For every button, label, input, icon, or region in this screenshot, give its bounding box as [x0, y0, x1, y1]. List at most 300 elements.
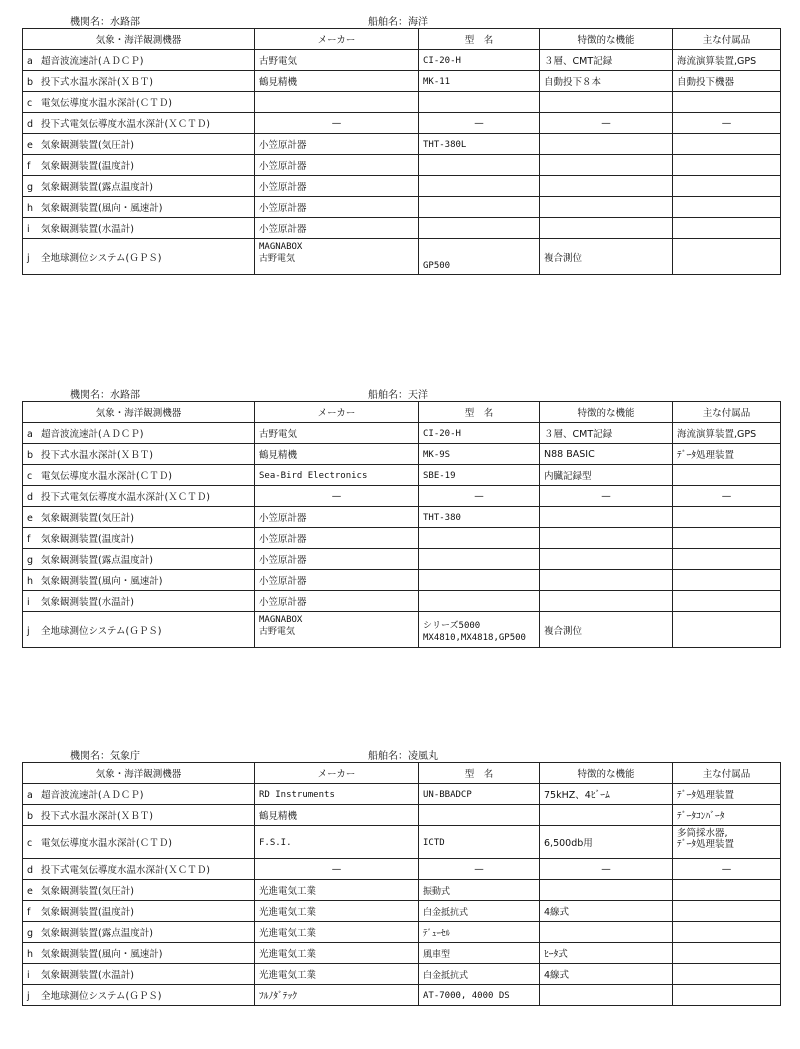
maker-cell — [255, 570, 419, 591]
feature-value: ３層、CMT記録 — [544, 429, 613, 440]
instrument-cell — [23, 423, 255, 444]
column-header: 型 名 — [419, 763, 540, 784]
table-row — [23, 859, 781, 880]
model-cell — [419, 880, 540, 901]
feature-cell — [540, 239, 673, 275]
instrument-cell — [23, 507, 255, 528]
table-row — [23, 507, 781, 528]
instrument-name: 電気伝導度水温水深計(ＣＴＤ) — [41, 471, 172, 482]
table-row — [23, 444, 781, 465]
maker-value: 鶴見精機 — [259, 450, 298, 461]
instrument-name: 気象観測装置(露点温度計) — [41, 182, 153, 193]
instrument-name: 投下式水温水深計(ＸＢＴ) — [41, 450, 153, 461]
row-letter: i — [27, 224, 30, 235]
instrument-cell — [23, 113, 255, 134]
row-letter: e — [27, 140, 33, 151]
model-value: ﾃﾞｭｰｾﾙ — [423, 928, 451, 939]
accessory-cell — [673, 591, 781, 612]
feature-value: 複合測位 — [544, 625, 583, 637]
maker-cell — [255, 859, 419, 880]
model-value: MK-11 — [423, 76, 451, 87]
instrument-cell — [23, 486, 255, 507]
accessory-cell — [673, 155, 781, 176]
maker-value: 小笠原計器 — [259, 513, 307, 524]
table-header-row — [23, 29, 781, 50]
maker-value: Sea-Bird Electronics — [259, 470, 368, 481]
ship-label: 船舶名：海洋 — [368, 17, 428, 28]
instrument-cell — [23, 943, 255, 964]
accessory-cell — [673, 113, 781, 134]
instrument-name: 投下式電気伝導度水温水深計(ＸＣＴＤ) — [41, 865, 210, 876]
model-cell — [419, 197, 540, 218]
equipment-table — [22, 28, 781, 275]
model-cell — [419, 423, 540, 444]
accessory-cell — [673, 528, 781, 549]
column-header: 型 名 — [419, 29, 540, 50]
feature-cell — [540, 549, 673, 570]
instrument-cell — [23, 922, 255, 943]
maker-cell — [255, 985, 419, 1006]
feature-cell — [540, 113, 673, 134]
accessory-cell — [673, 50, 781, 71]
model-cell — [419, 985, 540, 1006]
not-applicable-dash: — — [721, 117, 732, 129]
table-row — [23, 985, 781, 1006]
instrument-cell — [23, 50, 255, 71]
accessory-value: 海流演算装置,GPS — [677, 429, 757, 440]
row-letter: e — [27, 513, 33, 524]
feature-value: ３層、CMT記録 — [544, 56, 613, 67]
not-applicable-dash: — — [331, 863, 342, 875]
instrument-name: 気象観測装置(温度計) — [41, 907, 134, 918]
feature-cell — [540, 880, 673, 901]
instrument-name: 全地球測位システム(ＧＰＳ) — [41, 991, 162, 1002]
feature-cell — [540, 859, 673, 880]
instrument-name: 気象観測装置(温度計) — [41, 534, 134, 545]
row-letter: h — [27, 949, 34, 960]
table-row — [23, 784, 781, 805]
table-row — [23, 134, 781, 155]
row-letter: j — [27, 252, 30, 264]
row-letter: g — [27, 555, 34, 566]
feature-cell — [540, 943, 673, 964]
row-letter: a — [27, 429, 33, 440]
accessory-cell — [673, 549, 781, 570]
accessory-cell — [673, 71, 781, 92]
feature-cell — [540, 197, 673, 218]
maker-value: 小笠原計器 — [259, 203, 307, 214]
instrument-name: 超音波流速計(ＡＤＣＰ) — [41, 56, 144, 67]
model-cell — [419, 612, 540, 648]
feature-cell — [540, 570, 673, 591]
maker-value: 古野電気 — [259, 56, 298, 67]
maker-value: 小笠原計器 — [259, 224, 307, 235]
model-cell — [419, 507, 540, 528]
model-value: THT-380 — [423, 512, 461, 523]
row-letter: b — [27, 450, 34, 461]
accessory-cell — [673, 197, 781, 218]
maker-value: 小笠原計器 — [259, 140, 307, 151]
row-letter: g — [27, 928, 34, 939]
accessory-cell — [673, 92, 781, 113]
table-row — [23, 465, 781, 486]
model-value: THT-380L — [423, 139, 467, 150]
feature-cell — [540, 985, 673, 1006]
row-letter: b — [27, 811, 34, 822]
instrument-name: 気象観測装置(気圧計) — [41, 886, 134, 897]
column-header: 型 名 — [419, 402, 540, 423]
table-row — [23, 486, 781, 507]
maker-cell — [255, 465, 419, 486]
row-letter: c — [27, 98, 33, 109]
row-letter: i — [27, 970, 30, 981]
instrument-cell — [23, 880, 255, 901]
accessory-value: 海流演算装置,GPS — [677, 56, 757, 67]
agency-label: 機関名：気象庁 — [70, 751, 140, 762]
maker-cell — [255, 901, 419, 922]
model-cell — [419, 549, 540, 570]
row-letter: i — [27, 597, 30, 608]
instrument-cell — [23, 805, 255, 826]
maker-cell — [255, 507, 419, 528]
accessory-cell — [673, 826, 781, 859]
equipment-section-kaiyo — [22, 10, 780, 275]
table-header-row — [23, 763, 781, 784]
accessory-cell — [673, 507, 781, 528]
feature-value: 内臓記録型 — [544, 471, 592, 482]
maker-value: 光進電気工業 — [259, 907, 317, 918]
feature-value: 4線式 — [544, 970, 570, 981]
row-letter: d — [27, 865, 34, 876]
instrument-name: 電気伝導度水温水深計(ＣＴＤ) — [41, 838, 172, 849]
accessory-cell — [673, 134, 781, 155]
instrument-name: 気象観測装置(気圧計) — [41, 513, 134, 524]
equipment-table — [22, 762, 781, 1006]
instrument-cell — [23, 612, 255, 648]
maker-cell — [255, 528, 419, 549]
maker-cell — [255, 784, 419, 805]
instrument-cell — [23, 444, 255, 465]
feature-value: N88 BASIC — [544, 448, 595, 460]
accessory-cell — [673, 943, 781, 964]
not-applicable-dash: — — [601, 863, 611, 875]
model-cell — [419, 113, 540, 134]
table-row — [23, 805, 781, 826]
accessory-cell — [673, 465, 781, 486]
instrument-name: 気象観測装置(温度計) — [41, 161, 134, 172]
row-letter: e — [27, 886, 33, 897]
model-value: シリーズ5000 MX4810,MX4818,GP500 — [423, 621, 526, 643]
instrument-cell — [23, 92, 255, 113]
column-header: 気象・海洋観測機器 — [23, 29, 255, 50]
row-letter: h — [27, 576, 34, 587]
model-cell — [419, 465, 540, 486]
accessory-value: 自動投下機器 — [677, 77, 735, 88]
table-row — [23, 155, 781, 176]
instrument-cell — [23, 218, 255, 239]
row-letter: j — [27, 991, 30, 1002]
model-cell — [419, 591, 540, 612]
feature-cell — [540, 486, 673, 507]
instrument-cell — [23, 901, 255, 922]
model-value: 白金抵抗式 — [423, 970, 469, 981]
table-row — [23, 176, 781, 197]
model-value: AT-7000, 4000 DS — [423, 990, 510, 1001]
accessory-cell — [673, 444, 781, 465]
accessory-cell — [673, 805, 781, 826]
accessory-value: 多筒採水器, ﾃﾞｰﾀ処理装置 — [677, 828, 735, 850]
model-cell — [419, 528, 540, 549]
maker-cell — [255, 444, 419, 465]
accessory-cell — [673, 570, 781, 591]
model-value: SBE-19 — [423, 470, 456, 481]
maker-value: 光進電気工業 — [259, 928, 317, 939]
maker-cell — [255, 964, 419, 985]
feature-cell — [540, 922, 673, 943]
column-header: 気象・海洋観測機器 — [23, 402, 255, 423]
feature-value: 6,500db用 — [544, 838, 593, 849]
model-cell — [419, 859, 540, 880]
row-letter: b — [27, 77, 34, 88]
maker-cell — [255, 197, 419, 218]
accessory-cell — [673, 922, 781, 943]
table-header-row — [23, 402, 781, 423]
instrument-name: 電気伝導度水温水深計(ＣＴＤ) — [41, 98, 172, 109]
column-header: 特徴的な機能 — [540, 763, 673, 784]
agency-label: 機関名：水路部 — [70, 390, 140, 401]
model-value: CI-20-H — [423, 55, 461, 66]
model-cell — [419, 71, 540, 92]
feature-cell — [540, 784, 673, 805]
table-row — [23, 218, 781, 239]
feature-cell — [540, 465, 673, 486]
maker-value: ﾌﾙﾉﾀﾞﾃｯｸ — [259, 991, 298, 1002]
row-letter: d — [27, 492, 34, 503]
maker-cell — [255, 239, 419, 275]
model-cell — [419, 486, 540, 507]
table-row — [23, 612, 781, 648]
row-letter: a — [27, 56, 33, 67]
model-cell — [419, 784, 540, 805]
model-cell — [419, 444, 540, 465]
model-cell — [419, 805, 540, 826]
instrument-cell — [23, 859, 255, 880]
model-cell — [419, 826, 540, 859]
maker-value: 小笠原計器 — [259, 576, 307, 587]
not-applicable-dash: — — [601, 490, 611, 502]
model-value: ICTD — [423, 837, 445, 848]
maker-value: 光進電気工業 — [259, 886, 317, 897]
instrument-cell — [23, 784, 255, 805]
table-row — [23, 880, 781, 901]
instrument-cell — [23, 176, 255, 197]
instrument-name: 気象観測装置(露点温度計) — [41, 928, 153, 939]
feature-cell — [540, 826, 673, 859]
maker-cell — [255, 423, 419, 444]
maker-cell — [255, 826, 419, 859]
column-header: メーカー — [255, 763, 419, 784]
table-row — [23, 826, 781, 859]
feature-cell — [540, 134, 673, 155]
maker-cell — [255, 50, 419, 71]
table-row — [23, 901, 781, 922]
equipment-table — [22, 401, 781, 648]
instrument-cell — [23, 591, 255, 612]
column-header: 特徴的な機能 — [540, 402, 673, 423]
model-value: UN-BBADCP — [423, 789, 472, 800]
section-header — [22, 383, 780, 401]
table-row — [23, 423, 781, 444]
maker-value: 光進電気工業 — [259, 970, 317, 981]
not-applicable-dash: — — [474, 490, 484, 502]
accessory-cell — [673, 964, 781, 985]
maker-value: 鶴見精機 — [259, 77, 298, 88]
maker-value: 小笠原計器 — [259, 182, 307, 193]
instrument-name: 気象観測装置(風向・風速計) — [41, 576, 163, 587]
row-letter: f — [27, 161, 31, 172]
table-row — [23, 549, 781, 570]
row-letter: c — [27, 471, 33, 482]
maker-value: MAGNABOX 古野電気 — [259, 615, 303, 637]
column-header: 主な付属品 — [673, 402, 781, 423]
model-cell — [419, 176, 540, 197]
model-cell — [419, 943, 540, 964]
feature-cell — [540, 176, 673, 197]
row-letter: j — [27, 625, 30, 637]
equipment-section-tenyo — [22, 383, 780, 648]
model-value: 白金抵抗式 — [423, 907, 469, 918]
feature-cell — [540, 423, 673, 444]
table-row — [23, 239, 781, 275]
column-header: メーカー — [255, 29, 419, 50]
instrument-cell — [23, 465, 255, 486]
instrument-name: 気象観測装置(水温計) — [41, 970, 134, 981]
column-header: 主な付属品 — [673, 29, 781, 50]
accessory-cell — [673, 880, 781, 901]
maker-cell — [255, 805, 419, 826]
instrument-name: 投下式電気伝導度水温水深計(ＸＣＴＤ) — [41, 119, 210, 130]
maker-value: 古野電気 — [259, 429, 298, 440]
equipment-section-ryofumaru — [22, 744, 780, 1006]
feature-cell — [540, 50, 673, 71]
instrument-name: 気象観測装置(風向・風速計) — [41, 203, 163, 214]
feature-cell — [540, 591, 673, 612]
feature-cell — [540, 901, 673, 922]
maker-value: MAGNABOX 古野電気 — [259, 242, 303, 264]
instrument-name: 全地球測位システム(ＧＰＳ) — [41, 625, 162, 637]
instrument-cell — [23, 549, 255, 570]
column-header: メーカー — [255, 402, 419, 423]
table-row — [23, 92, 781, 113]
maker-cell — [255, 71, 419, 92]
maker-cell — [255, 943, 419, 964]
instrument-name: 全地球測位システム(ＧＰＳ) — [41, 252, 162, 264]
row-letter: f — [27, 534, 31, 545]
feature-cell — [540, 218, 673, 239]
accessory-value: ﾃﾞｰﾀｺﾝﾊﾞｰﾀ — [677, 811, 725, 822]
model-cell — [419, 922, 540, 943]
not-applicable-dash: — — [721, 863, 732, 875]
maker-cell — [255, 218, 419, 239]
instrument-name: 気象観測装置(露点温度計) — [41, 555, 153, 566]
maker-cell — [255, 880, 419, 901]
feature-cell — [540, 155, 673, 176]
maker-value: 光進電気工業 — [259, 949, 317, 960]
instrument-name: 気象観測装置(風向・風速計) — [41, 949, 163, 960]
accessory-cell — [673, 218, 781, 239]
model-cell — [419, 134, 540, 155]
model-cell — [419, 155, 540, 176]
table-row — [23, 922, 781, 943]
agency-label: 機関名：水路部 — [70, 17, 140, 28]
feature-cell — [540, 71, 673, 92]
maker-value: RD Instruments — [259, 789, 335, 800]
model-cell — [419, 239, 540, 275]
row-letter: a — [27, 790, 33, 801]
maker-value: 小笠原計器 — [259, 555, 307, 566]
maker-value: 小笠原計器 — [259, 161, 307, 172]
maker-value: 小笠原計器 — [259, 534, 307, 545]
feature-value: 4線式 — [544, 907, 570, 918]
model-cell — [419, 50, 540, 71]
table-row — [23, 964, 781, 985]
instrument-name: 超音波流速計(ＡＤＣＰ) — [41, 429, 144, 440]
not-applicable-dash: — — [474, 117, 484, 129]
maker-cell — [255, 176, 419, 197]
model-value: 風車型 — [423, 949, 451, 960]
model-cell — [419, 218, 540, 239]
row-letter: h — [27, 203, 34, 214]
model-cell — [419, 964, 540, 985]
instrument-name: 超音波流速計(ＡＤＣＰ) — [41, 790, 144, 801]
model-cell — [419, 570, 540, 591]
model-value: GP500 — [423, 261, 451, 271]
feature-cell — [540, 444, 673, 465]
not-applicable-dash: — — [474, 863, 484, 875]
section-header — [22, 10, 780, 28]
instrument-cell — [23, 570, 255, 591]
feature-cell — [540, 507, 673, 528]
feature-cell — [540, 92, 673, 113]
maker-cell — [255, 134, 419, 155]
table-row — [23, 591, 781, 612]
instrument-cell — [23, 71, 255, 92]
model-value: 振動式 — [423, 886, 451, 897]
instrument-cell — [23, 528, 255, 549]
instrument-name: 気象観測装置(水温計) — [41, 597, 134, 608]
accessory-cell — [673, 985, 781, 1006]
instrument-name: 気象観測装置(気圧計) — [41, 140, 134, 151]
feature-cell — [540, 805, 673, 826]
accessory-cell — [673, 239, 781, 275]
accessory-value: ﾃﾞｰﾀ処理装置 — [677, 450, 735, 461]
column-header: 気象・海洋観測機器 — [23, 763, 255, 784]
ship-label: 船舶名：凌風丸 — [368, 751, 438, 762]
table-row — [23, 113, 781, 134]
instrument-name: 投下式水温水深計(ＸＢＴ) — [41, 77, 153, 88]
table-row — [23, 71, 781, 92]
not-applicable-dash: — — [331, 117, 342, 129]
model-cell — [419, 901, 540, 922]
maker-cell — [255, 549, 419, 570]
instrument-cell — [23, 155, 255, 176]
instrument-cell — [23, 134, 255, 155]
row-letter: d — [27, 119, 34, 130]
column-header: 特徴的な機能 — [540, 29, 673, 50]
instrument-cell — [23, 826, 255, 859]
table-row — [23, 528, 781, 549]
feature-value: 75kHZ、4ﾋﾞｰﾑ — [544, 790, 610, 801]
